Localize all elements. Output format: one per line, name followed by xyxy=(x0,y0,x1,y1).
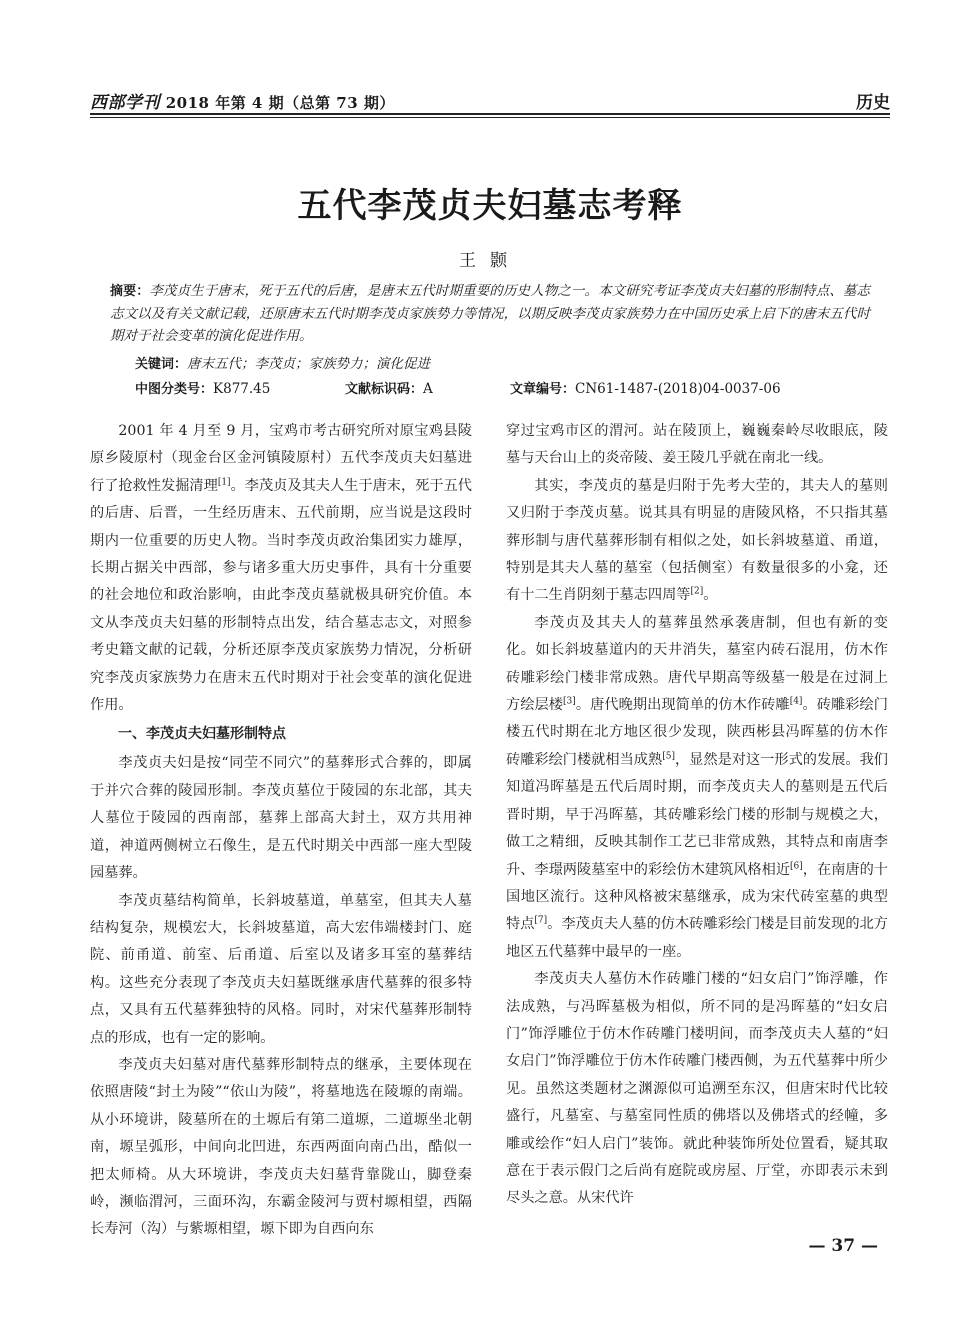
citation: [2] xyxy=(690,586,704,597)
art-value: CN61-1487-(2018)04-0037-06 xyxy=(575,381,781,397)
paragraph: 李茂贞夫人墓仿木作砖雕门楼的“妇女启门”饰浮雕，作法成熟，与冯晖墓极为相似，所不同的是冯晖墓的“妇女启门”饰浮雕位于仿木作砖雕门楼明间，而李茂贞夫人墓的“妇女启门”饰浮雕位于仿木作砖雕门楼西侧，为五代墓葬中所少见。虽然这类题材之渊源似可追溯至东汉，但唐宋时代比较盛行，凡墓室、与墓室同性质的佛塔以及佛塔式的经幢，多雕或绘作“妇人启门”装饰。就此种装饰所处位置看，疑其取意在于表示假门之后尚有庭院或房屋、厅堂，亦即表示未到尽头之意。从宋代许 xyxy=(506,971,888,1207)
section-heading: 一、李茂贞夫妇墓形制特点 xyxy=(118,726,286,743)
text-run: ，显然是对这一形式的发展。我们知道冯晖墓是五代后周时期，而李茂贞夫人的墓则是五代后晋时期，早于冯晖墓，其砖雕彩绘门楼的形制与规模之大，做工之精细，反映其制作工艺已非常成熟，其特点和南唐李升、李璟两陵墓室中的彩绘仿木建筑风格相近 xyxy=(506,751,888,878)
running-header xyxy=(90,84,890,114)
left-column xyxy=(90,418,472,1244)
section-label: 历史 xyxy=(856,93,890,113)
doc-value: A xyxy=(423,381,433,397)
article-title: 五代李茂贞夫妇墓志考释 xyxy=(297,186,683,226)
paragraph: 李茂贞夫妇墓对唐代墓葬形制特点的继承，主要体现在依照唐陵“封土为陵”“依山为陵”，将墓地选在陵塬的南端。从小环境讲，陵墓所在的土塬后有第二道塬，二道塬坐北朝南，塬呈弧形，中间向北凹进，东西两面向南凸出，酷似一把太师椅。从大环境讲，李茂贞夫妇墓背靠陇山，脚登秦岭，濒临渭河，三面环沟，东霸金陵河与贾村塬相望，西隔长寿河（沟）与紫塬相望，塬下即为自西向东 xyxy=(90,1056,472,1238)
text-run: 。李茂贞夫人墓的仿木砖雕彩绘门楼是目前发现的北方地区五代墓葬中最早的一座。 xyxy=(506,916,888,960)
keywords-text: 唐末五代；李茂贞；家族势力；演化促进 xyxy=(187,356,431,372)
text-run: 2001 年 4 月至 9 月，宝鸡市考古研究所对原宝鸡县陵原乡陵原村（现金台区金河镇陵原村）五代李茂贞夫妇墓进行了抢救性发掘清理 xyxy=(90,423,472,494)
clc-label: 中图分类号： xyxy=(135,382,214,397)
paragraph: 李茂贞夫妇是按“同茔不同穴”的墓葬形式合葬的，即属于并穴合葬的陵园形制。李茂贞墓位于陵园的东北部，其夫人墓位于陵园的西南部，墓葬上部高大封土，双方共用神道，神道两侧树立石像生，是五代时期关中西部一座大型陵园墓葬。 xyxy=(90,755,472,882)
right-column xyxy=(506,418,888,1213)
paragraph xyxy=(506,610,888,966)
paragraph xyxy=(506,473,888,610)
text-run: 其实，李茂贞的墓是归附于先考大茔的，其夫人的墓则又归附于李茂贞墓。说其具有明显的唐陵风格，不只指其墓葬形制与唐代墓葬形制有相似之处，如长斜坡墓道、甬道，特别是其夫人墓的墓室（包括侧室）有数量很多的小龛，还有十二生肖阴刻于墓志四周等 xyxy=(506,477,888,604)
journal-brand: 西部学刊 xyxy=(90,93,160,113)
doc-code xyxy=(345,378,433,397)
text-run: 。砖雕彩绘门楼五代时期在北方地区很少发现，陕西彬县冯晖墓的仿木作砖雕彩绘门楼就相当成熟 xyxy=(506,697,888,768)
text-run: ，在南唐的十国地区流行。这种风格被宋墓继承，成为宋代砖室墓的典型特点 xyxy=(506,861,888,933)
clc-number xyxy=(135,378,270,397)
header-rule-thin xyxy=(90,117,890,118)
paragraph xyxy=(90,418,472,719)
clc-value: K877.45 xyxy=(213,381,271,397)
citation: [5] xyxy=(662,751,675,762)
article-number xyxy=(510,378,781,397)
keywords xyxy=(135,352,430,372)
citation: [7] xyxy=(534,915,548,926)
article-author: 王颢 xyxy=(459,251,521,271)
citation: [4] xyxy=(789,696,803,707)
text-run: 。唐代晚期出现简单的仿木作砖雕 xyxy=(575,697,790,714)
paragraph: 穿过宝鸡市区的渭河。站在陵顶上，巍巍秦岭尽收眼底，陵墓与天台山上的炎帝陵、姜王陵几乎就在南北一线。 xyxy=(506,423,888,467)
art-label: 文章编号： xyxy=(510,382,576,397)
text-run: 。 xyxy=(703,587,718,604)
citation: [1] xyxy=(217,477,231,488)
journal-issue: 2018 年第 4 期（总第 73 期） xyxy=(165,94,395,112)
doc-label: 文献标识码： xyxy=(345,382,424,397)
keywords-label: 关键词： xyxy=(135,357,188,372)
paragraph: 李茂贞墓结构简单，长斜坡墓道，单墓室，但其夫人墓结构复杂，规模宏大，长斜坡墓道，高大宏伟端楼封门、庭院、前甬道、前室、后甬道、后室以及诸多耳室的墓葬结构。这些充分表现了李茂贞夫妇墓既继承唐代墓葬的很多特点，又具有五代墓葬独特的风格。同时，对宋代墓葬形制特点的形成，也有一定的影响。 xyxy=(90,892,472,1046)
page-number: — 37 — xyxy=(808,1236,878,1256)
citation: [6] xyxy=(790,860,803,871)
abstract xyxy=(110,280,870,347)
header-rule xyxy=(90,113,890,115)
abstract-label: 摘要： xyxy=(110,284,150,299)
journal-name xyxy=(90,88,395,113)
text-run: 。李茂贞及其夫人生于唐末，死于五代的后唐、后晋，一生经历唐末、五代前期，应当说是这段时期内一位重要的历史人物。当时李茂贞政治集团实力雄厚，长期占据关中西部，参与诸多重大历史事件，具有十分重要的社会地位和政治影响，由此李茂贞墓就极具研究价值。本文从李茂贞夫妇墓的形制特点出发，结合墓志志文，对照参考史籍文献的记载，分析还原李茂贞家族势力情况，分析研究李茂贞家族势力在唐末五代时期对于社会变革的演化促进作用。 xyxy=(90,477,472,714)
citation: [3] xyxy=(563,696,576,707)
text-run: 李茂贞及其夫人的墓葬虽然承袭唐制，但也有新的变化。如长斜坡墓道内的天井消失，墓室内砖石混用，仿木作砖雕彩绘门楼非常成熟。唐代早期高等级墓一般是在过洞上方绘层楼 xyxy=(506,614,888,714)
abstract-text: 李茂贞生于唐末，死于五代的后唐，是唐末五代时期重要的历史人物之一。本文研究考证李茂贞夫妇墓的形制特点、墓志志文以及有关文献记载，还原唐末五代时期李茂贞家族势力等情况，以期反映李茂贞家族势力在中国历史承上启下的唐末五代时期对于社会变革的演化促进作用。 xyxy=(110,283,870,344)
